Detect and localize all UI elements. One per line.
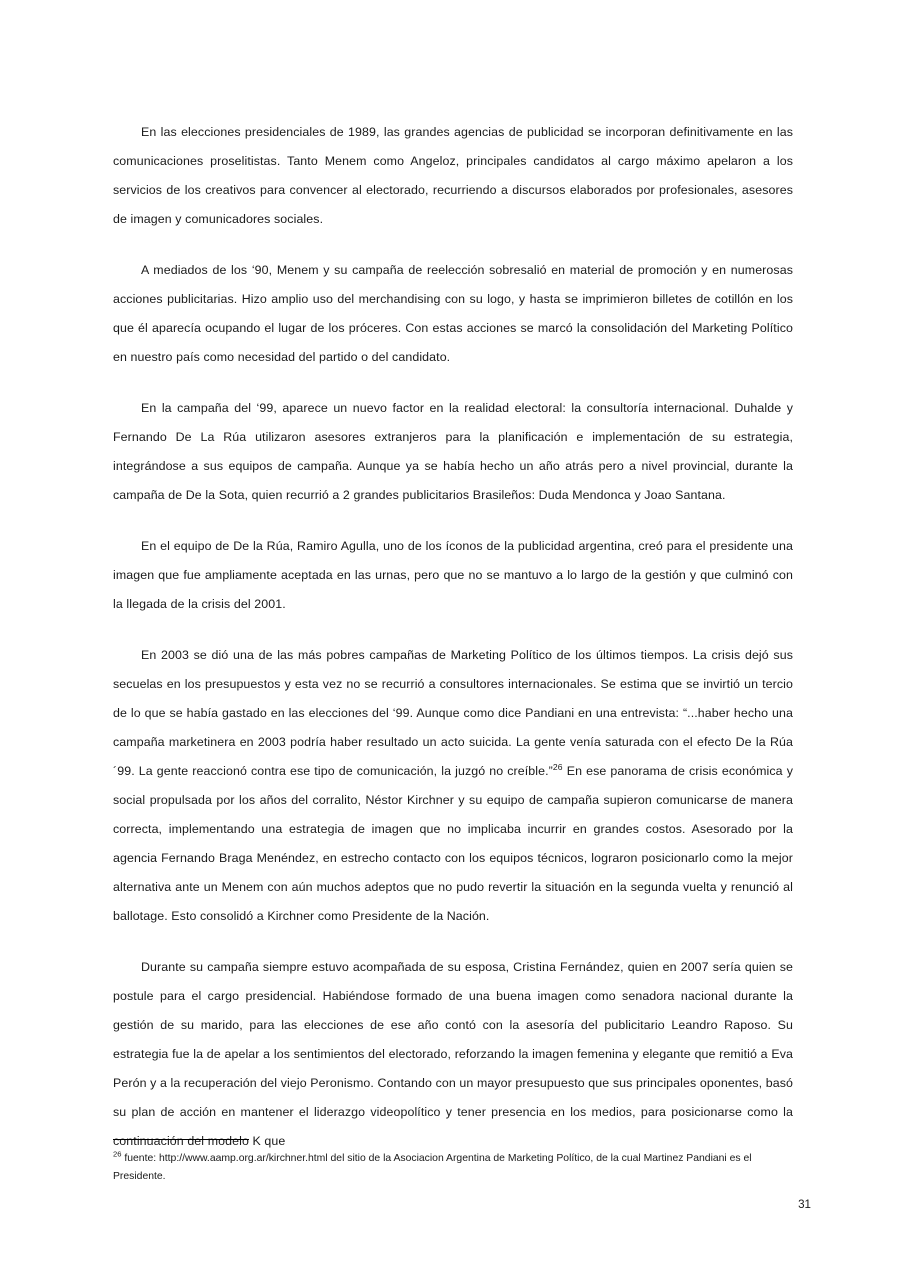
paragraph-5-part-one: En 2003 se dió una de las más pobres campañas de Marketing Político de los últimos tiempos. La crisis dejó sus secuelas en los presupuestos y esta vez no se recurrió a consultores internacionales. Se estima que se invirtió un tercio de lo que se había gastado en las elecciones del ‘99. Aunque como dice Pandiani en una entrevista: “...haber hecho una campaña marketinera en 2003 podría haber resultado un acto suicida. La gente venía saturada con el efecto De la Rúa´99. La gente reaccionó contra ese tipo de comunicación, la juzgó no creíble.” — [113, 648, 793, 778]
paragraph-2: A mediados de los ‘90, Menem y su campaña de reelección sobresalió en material de promoción y en numerosas acciones publicitarias. Hizo amplio uso del merchandising con su logo, y hasta se imprimieron billetes de cotillón en los que él aparecía ocupando el lugar de los próceres. Con estas acciones se marcó la consolidación del Marketing Político en nuestro país como necesidad del partido o del candidato. — [113, 263, 793, 364]
footnote-area — [113, 1139, 793, 1186]
paragraph-3: En la campaña del ‘99, aparece un nuevo factor en la realidad electoral: la consultoría internacional. Duhalde y Fernando De La Rúa utilizaron asesores extranjeros para la planificación e implementación de su estrategia, integrándose a sus equipos de campaña. Aunque ya se había hecho un año atrás pero a nivel provincial, durante la campaña de De la Sota, quien recurrió a 2 grandes publicitarios Brasileños: Duda Mendonca y Joao Santana. — [113, 401, 793, 502]
footnote-marker: 26 — [113, 1149, 122, 1159]
paragraph-4: En el equipo de De la Rúa, Ramiro Agulla, uno de los íconos de la publicidad argentina, creó para el presidente una imagen que fue ampliamente aceptada en las urnas, pero que no se mantuvo a lo largo de la gestión y que culminó con la llegada de la crisis del 2001. — [113, 539, 793, 611]
footnote-reference-26[interactable]: 26 — [552, 761, 563, 772]
footnote-entry — [113, 1150, 793, 1186]
page-number: 31 — [798, 1198, 811, 1211]
paragraph-5-part-two: En ese panorama de crisis económica y social propulsada por los años del corralito, Néstor Kirchner y su equipo de campaña supieron comunicarse de manera correcta, implementando una estrategia de imagen que no implicaba incurrir en grandes costos. Asesorado por la agencia Fernando Braga Menéndez, en estrecho contacto con los equipos técnicos, lograron posicionarlo como la mejor alternativa ante un Menem con aún muchos adeptos que no pudo revertir la situación en la segunda vuelta y renunció al ballotage. Esto consolidó a Kirchner como Presidente de la Nación. — [113, 764, 793, 923]
paragraph-5-with-footnote — [113, 641, 793, 931]
footnote-separator — [113, 1139, 249, 1140]
page-body — [113, 118, 793, 1156]
paragraph-6: Durante su campaña siempre estuvo acompañada de su esposa, Cristina Fernández, quien en 2007 sería quien se postule para el cargo presidencial. Habiéndose formado de una buena imagen como senadora nacional durante la gestión de su marido, para las elecciones de ese año contó con la asesoría del publicitario Leandro Raposo. Su estrategia fue la de apelar a los sentimientos del electorado, reforzando la imagen femenina y elegante que remitió a Eva Perón y a la recuperación del viejo Peronismo. Contando con un mayor presupuesto que sus principales oponentes, basó su plan de acción en mantener el liderazgo videopolítico y tener presencia en los medios, para posicionarse como la continuación del modelo K que — [113, 960, 793, 1148]
paragraph-1: En las elecciones presidenciales de 1989, las grandes agencias de publicidad se incorporan definitivamente en las comunicaciones proselitistas. Tanto Menem como Angeloz, principales candidatos al cargo máximo apelaron a los servicios de los creativos para convencer al electorado, recurriendo a discursos elaborados por profesionales, asesores de imagen y comunicadores sociales. — [113, 125, 793, 226]
footnote-body: fuente: http://www.aamp.org.ar/kirchner.html del sitio de la Asociacion Argentina de Marketing Político, de la cual Martinez Pandiani es el Presidente. — [113, 1153, 752, 1182]
